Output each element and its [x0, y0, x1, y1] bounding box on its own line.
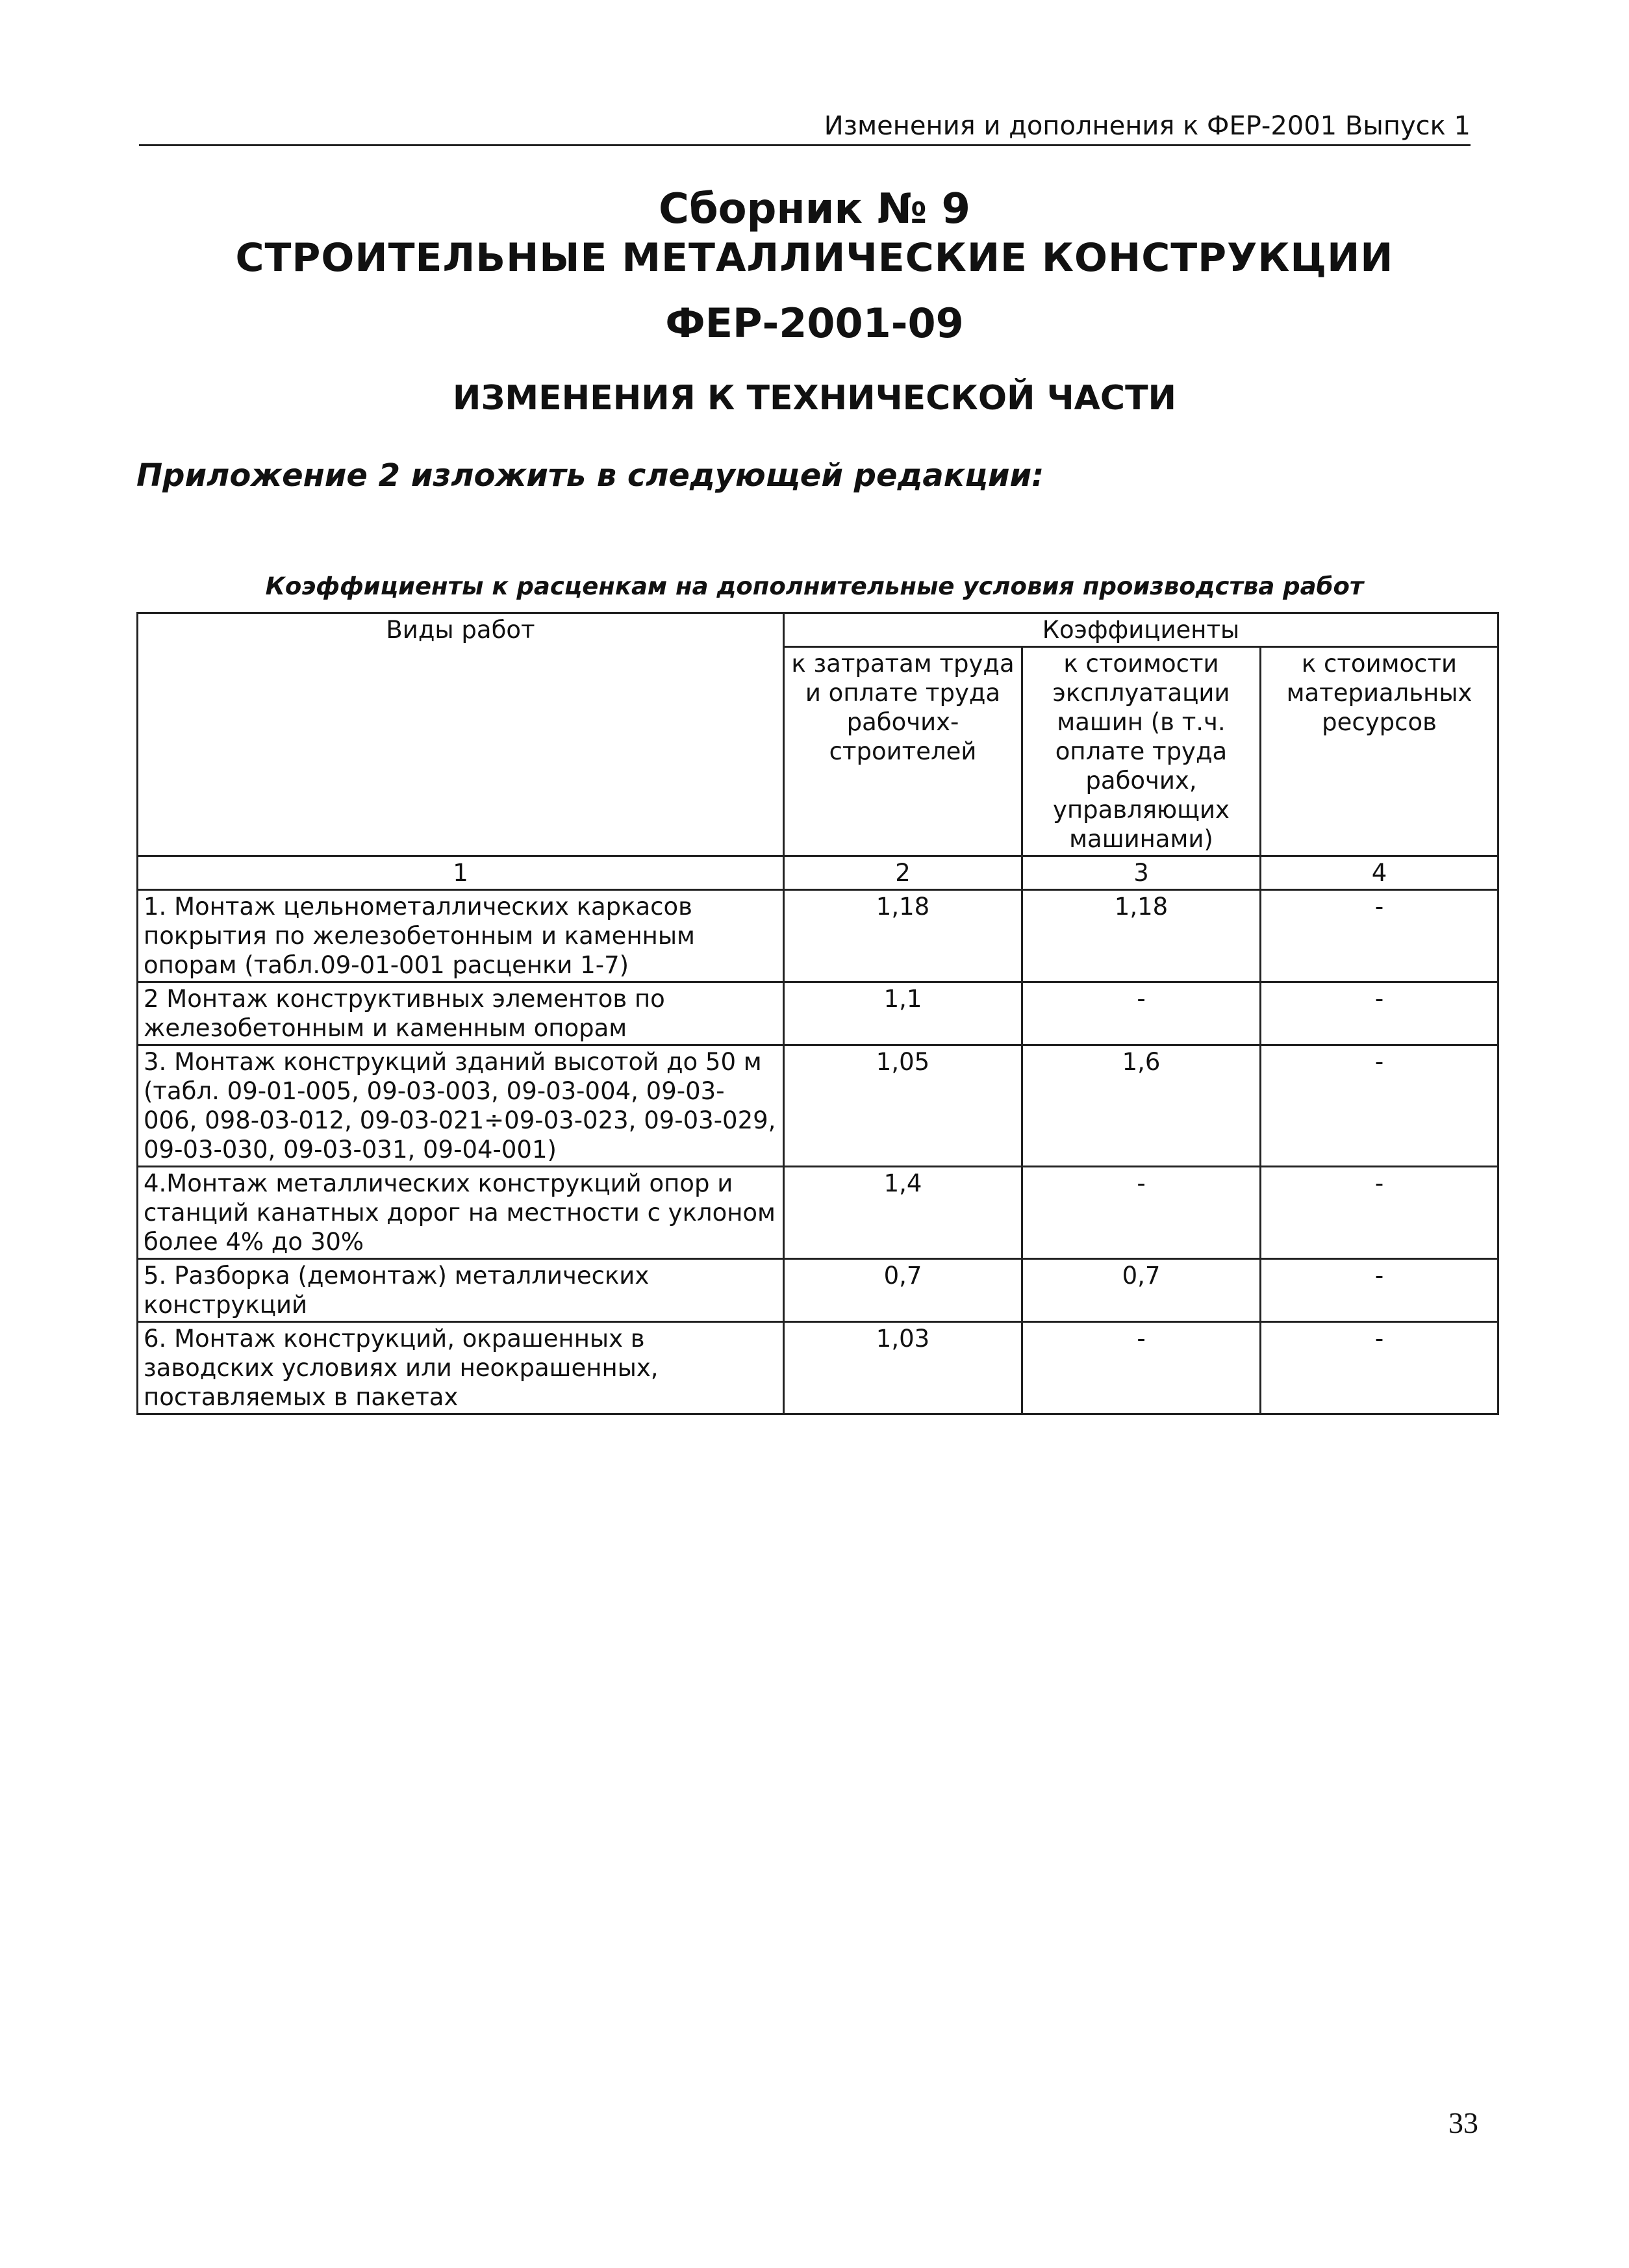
labor-coef-cell: 1,1: [784, 982, 1022, 1045]
work-cell: 1. Монтаж цельнометаллических каркасов покрытия по железобетонным и каменным опорам (табл.09-01-001 расценки 1-7): [138, 890, 784, 982]
table-row: [138, 1167, 1498, 1259]
materials-coef-cell: -: [1261, 1322, 1498, 1414]
intro-text: Приложение 2 изложить в следующей редакции:: [136, 457, 1044, 494]
work-cell: 6. Монтаж конструкций, окрашенных в заводских условиях или неокрашенных, поставляемых в пакетах: [138, 1322, 784, 1414]
header-labor: к затратам труда и оплате труда рабочих-строителей: [784, 647, 1022, 856]
header-row-top: [138, 613, 1498, 647]
collection-name: СТРОИТЕЛЬНЫЕ МЕТАЛЛИЧЕСКИЕ КОНСТРУКЦИИ: [235, 235, 1394, 281]
labor-coef-cell: 0,7: [784, 1259, 1022, 1322]
collection-code: ФЕР-2001-09: [665, 299, 964, 347]
work-cell: 4.Монтаж металлических конструкций опор и станций канатных дорог на местности с уклоном более 4% до 30%: [138, 1167, 784, 1259]
table-row: [138, 982, 1498, 1045]
machines-coef-cell: -: [1022, 982, 1261, 1045]
col-number: 4: [1261, 856, 1498, 890]
materials-coef-cell: -: [1261, 1167, 1498, 1259]
machines-coef-cell: 1,18: [1022, 890, 1261, 982]
running-header-text: Изменения и дополнения к ФЕР-2001 Выпуск 1: [824, 111, 1471, 141]
machines-coef-cell: -: [1022, 1167, 1261, 1259]
materials-coef-cell: -: [1261, 982, 1498, 1045]
materials-coef-cell: -: [1261, 890, 1498, 982]
table-row: [138, 1322, 1498, 1414]
header-machines: к стоимости эксплуатации машин (в т.ч. оплате труда рабочих, управляющих машинами): [1022, 647, 1261, 856]
machines-coef-cell: -: [1022, 1322, 1261, 1414]
header-works: Виды работ: [138, 613, 784, 856]
machines-coef-cell: 0,7: [1022, 1259, 1261, 1322]
labor-coef-cell: 1,03: [784, 1322, 1022, 1414]
section-title: ИЗМЕНЕНИЯ К ТЕХНИЧЕСКОЙ ЧАСТИ: [452, 379, 1177, 418]
coefficients-table: [136, 612, 1499, 1415]
machines-coef-cell: 1,6: [1022, 1045, 1261, 1167]
collection-title: Сборник № 9: [658, 185, 971, 233]
running-header: [139, 110, 1471, 146]
labor-coef-cell: 1,18: [784, 890, 1022, 982]
work-cell: 2 Монтаж конструктивных элементов по железобетонным и каменным опорам: [138, 982, 784, 1045]
materials-coef-cell: -: [1261, 1259, 1498, 1322]
col-number: 2: [784, 856, 1022, 890]
table-caption: Коэффициенты к расценкам на дополнительные условия производства работ: [265, 572, 1364, 600]
header-materials: к стоимости материальных ресурсов: [1261, 647, 1498, 856]
work-cell: 5. Разборка (демонтаж) металлических конструкций: [138, 1259, 784, 1322]
labor-coef-cell: 1,4: [784, 1167, 1022, 1259]
labor-coef-cell: 1,05: [784, 1045, 1022, 1167]
table-row: [138, 1045, 1498, 1167]
col-number: 1: [138, 856, 784, 890]
materials-coef-cell: -: [1261, 1045, 1498, 1167]
table-row: [138, 890, 1498, 982]
numbering-row: [138, 856, 1498, 890]
header-coefficients: Коэффициенты: [784, 613, 1498, 647]
page-number: 33: [1448, 2106, 1478, 2139]
col-number: 3: [1022, 856, 1261, 890]
table-row: [138, 1259, 1498, 1322]
work-cell: 3. Монтаж конструкций зданий высотой до 50 м (табл. 09-01-005, 09-03-003, 09-03-004, 09-03-006, 098-03-012, 09-03-021÷09-03-023, 09-03-029, 09-03-030, 09-03-031, 09-04-001): [138, 1045, 784, 1167]
